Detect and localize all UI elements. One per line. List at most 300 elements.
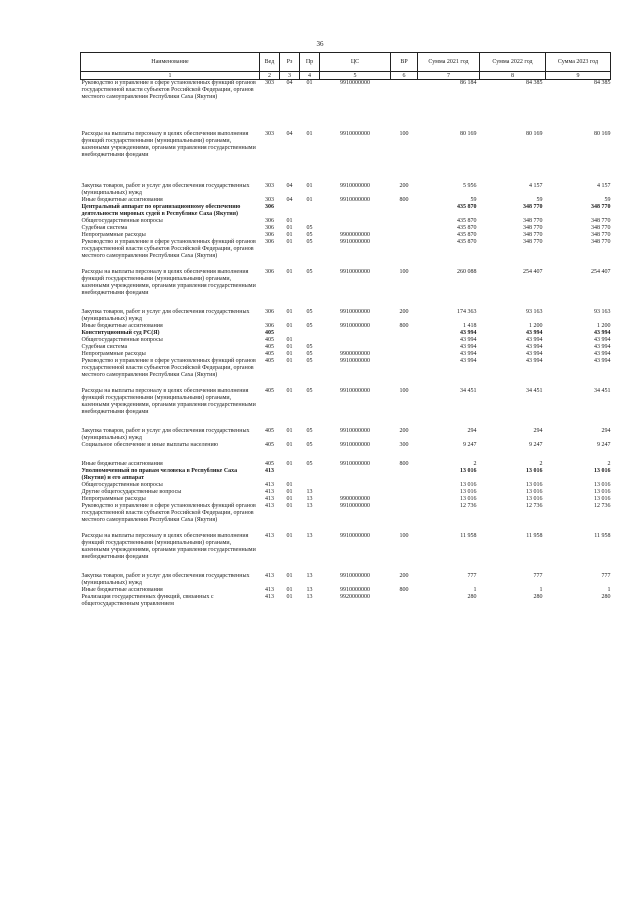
cell-pr: 01	[306, 131, 313, 137]
cell-rz: 01	[286, 337, 293, 343]
cell-rz	[280, 330, 300, 337]
cell-ved: 413	[265, 573, 274, 579]
budget-table-container	[80, 52, 610, 608]
cell-sum-2021: 43 994	[460, 351, 477, 357]
cell-sum-2023: 13 016	[594, 482, 611, 488]
cell-cs: 9910000000	[340, 239, 370, 245]
cell-sum-2021: 13 016	[460, 482, 477, 488]
table-row	[81, 489, 611, 496]
cell-ved: 306	[265, 232, 274, 238]
table-row	[81, 344, 611, 351]
header-sum-2023: Сумма 2023 год	[546, 53, 611, 72]
cell-sum-2021: 260 088	[457, 269, 477, 275]
header-sum-2021: Сумма 2021 год	[418, 53, 480, 72]
column-number: 4	[300, 72, 320, 80]
table-row	[81, 197, 611, 204]
table-row	[81, 131, 611, 183]
cell-sum-2022: 13 016	[526, 482, 543, 488]
table-row	[81, 468, 611, 482]
cell-cs: 9910000000	[340, 358, 370, 364]
cell-sum-2023: 348 770	[591, 232, 611, 238]
cell-rz: 04	[286, 131, 293, 137]
cell-cs: 9910000000	[340, 183, 370, 189]
table-row	[81, 351, 611, 358]
cell-cs: 9910000000	[340, 461, 370, 467]
cell-cs: 9910000000	[340, 80, 370, 86]
cell-sum-2023: 43 994	[594, 344, 611, 350]
cell-vr	[391, 496, 418, 503]
cell-cs: 9900000000	[340, 232, 370, 238]
cell-sum-2021: 435 870	[457, 218, 477, 224]
cell-pr: 05	[306, 344, 313, 350]
cell-pr: 05	[306, 351, 313, 357]
table-column-number-row	[81, 72, 611, 80]
cell-sum-2022: 1 200	[529, 323, 543, 329]
cell-ved: 405	[265, 351, 274, 357]
cell-rz: 01	[286, 351, 293, 357]
cell-vr: 800	[399, 587, 409, 593]
cell-name: Руководство и управление в сфере установленных функций органов государственной власти субъектов Российской Федерации, органов местного самоуправления Республики Саха (Якутия)	[81, 503, 256, 523]
cell-vr	[391, 218, 418, 225]
cell-sum-2021: 43 994	[460, 337, 477, 343]
table-row	[81, 358, 611, 388]
cell-ved: 306	[265, 269, 274, 275]
cell-pr: 05	[306, 309, 313, 315]
cell-sum-2023: 12 736	[594, 503, 611, 509]
cell-sum-2022: 43 994	[526, 330, 543, 336]
cell-sum-2021: 9 247	[463, 442, 477, 448]
cell-cs: 9910000000	[340, 587, 370, 593]
cell-cs	[320, 218, 391, 225]
cell-ved: 413	[265, 496, 274, 502]
cell-pr: 05	[306, 232, 313, 238]
cell-pr: 05	[306, 358, 313, 364]
cell-sum-2021: 5 956	[463, 183, 477, 189]
cell-sum-2023: 280	[601, 594, 611, 600]
cell-rz: 01	[286, 587, 293, 593]
cell-cs	[320, 225, 391, 232]
column-number: 5	[320, 72, 391, 80]
cell-ved: 306	[265, 309, 274, 315]
table-header-row	[81, 53, 611, 72]
cell-rz: 01	[286, 594, 293, 600]
cell-vr	[391, 594, 418, 608]
cell-pr: 13	[306, 573, 313, 579]
cell-cs: 9910000000	[340, 428, 370, 434]
column-number: 6	[391, 72, 418, 80]
cell-sum-2021: 174 363	[457, 309, 477, 315]
cell-cs	[320, 204, 391, 218]
cell-sum-2023: 84 385	[594, 80, 611, 86]
cell-sum-2022: 34 451	[526, 388, 543, 394]
table-row	[81, 218, 611, 225]
cell-name: Непрограммные расходы	[81, 351, 146, 357]
cell-sum-2021: 2	[473, 461, 477, 467]
cell-vr: 200	[399, 183, 409, 189]
cell-rz: 01	[286, 232, 293, 238]
cell-sum-2022: 1	[539, 587, 543, 593]
cell-name: Общегосударственные вопросы	[81, 482, 163, 488]
cell-sum-2023: 59	[604, 197, 611, 203]
cell-sum-2022: 348 770	[523, 239, 543, 245]
cell-sum-2022: 11 958	[526, 533, 543, 539]
cell-pr: 13	[306, 496, 313, 502]
cell-vr: 300	[399, 442, 409, 448]
cell-sum-2021: 435 870	[457, 204, 477, 210]
cell-ved: 413	[265, 587, 274, 593]
cell-name: Реализация государственных функций, связанных с общегосударственным управлением	[81, 594, 214, 607]
cell-sum-2021: 1 418	[463, 323, 477, 329]
cell-vr	[391, 204, 418, 218]
column-number: 1	[81, 72, 260, 80]
cell-ved: 413	[265, 533, 274, 539]
page-number: 36	[316, 40, 324, 48]
column-number: 8	[480, 72, 546, 80]
cell-sum-2022: 13 016	[526, 468, 543, 474]
cell-sum-2022: 43 994	[526, 337, 543, 343]
header-sum-2022: Сумма 2022 год	[480, 53, 546, 72]
cell-cs: 9910000000	[340, 309, 370, 315]
header-cs: ЦС	[320, 53, 391, 72]
cell-sum-2023: 43 994	[594, 351, 611, 357]
cell-vr: 200	[399, 573, 409, 579]
table-row	[81, 594, 611, 608]
cell-name: Общегосударственные вопросы	[81, 218, 163, 224]
cell-sum-2021: 34 451	[460, 388, 477, 394]
cell-rz	[280, 204, 300, 218]
cell-name: Руководство и управление в сфере установленных функций органов государственной власти субъектов Российской Федерации, органов местного самоуправления Республики Саха (Якутия)	[81, 80, 256, 100]
cell-vr: 800	[399, 461, 409, 467]
cell-pr: 05	[306, 225, 313, 231]
cell-rz: 01	[286, 218, 293, 224]
table-row	[81, 533, 611, 573]
cell-vr: 100	[399, 269, 409, 275]
cell-name: Судебная система	[81, 225, 128, 231]
cell-ved: 306	[265, 323, 274, 329]
table-row	[81, 496, 611, 503]
cell-cs	[320, 468, 391, 482]
cell-pr	[300, 482, 320, 489]
cell-sum-2023: 4 157	[597, 183, 611, 189]
cell-rz: 01	[286, 442, 293, 448]
cell-sum-2022: 348 770	[523, 225, 543, 231]
cell-name: Непрограммные расходы	[81, 232, 146, 238]
cell-sum-2022: 4 157	[529, 183, 543, 189]
cell-name: Расходы на выплаты персоналу в целях обеспечения выполнения функций государственными (муниципальными) органами, казенными учреждениями, органами управления государственными внебюджетными фондами	[81, 533, 256, 560]
cell-sum-2023: 348 770	[591, 218, 611, 224]
cell-rz	[280, 468, 300, 482]
cell-ved: 303	[265, 197, 274, 203]
cell-cs	[320, 489, 391, 496]
cell-cs: 9900000000	[340, 496, 370, 502]
cell-sum-2022: 294	[533, 428, 543, 434]
cell-sum-2021: 43 994	[460, 344, 477, 350]
cell-vr	[391, 503, 418, 533]
cell-sum-2021: 280	[467, 594, 477, 600]
header-pr: Пр	[300, 53, 320, 72]
cell-cs	[320, 344, 391, 351]
cell-sum-2022: 84 385	[526, 80, 543, 86]
cell-vr: 800	[399, 197, 409, 203]
cell-vr: 800	[399, 323, 409, 329]
cell-name: Непрограммные расходы	[81, 496, 146, 502]
cell-sum-2023: 2	[607, 461, 611, 467]
cell-sum-2022: 254 407	[523, 269, 543, 275]
cell-sum-2021: 12 736	[460, 503, 477, 509]
cell-sum-2021: 43 994	[460, 330, 477, 336]
cell-name: Судебная система	[81, 344, 128, 350]
cell-name: Конституционный суд РС(Я)	[81, 330, 160, 336]
table-row	[81, 388, 611, 428]
cell-sum-2021: 435 870	[457, 239, 477, 245]
table-body	[81, 80, 611, 609]
cell-vr: 100	[399, 388, 409, 394]
cell-vr	[391, 337, 418, 344]
cell-cs: 9910000000	[340, 269, 370, 275]
cell-rz: 01	[286, 428, 293, 434]
cell-pr: 01	[306, 183, 313, 189]
cell-sum-2023: 93 163	[594, 309, 611, 315]
cell-sum-2021: 294	[467, 428, 477, 434]
table-row	[81, 239, 611, 269]
cell-sum-2021: 1	[473, 587, 477, 593]
table-row	[81, 225, 611, 232]
cell-ved: 413	[265, 594, 274, 600]
cell-sum-2021: 435 870	[457, 225, 477, 231]
cell-cs: 9900000000	[340, 351, 370, 357]
cell-ved: 405	[265, 388, 274, 394]
cell-vr	[391, 468, 418, 482]
cell-name: Руководство и управление в сфере установленных функций органов государственной власти субъектов Российской Федерации, органов местного самоуправления Республики Саха (Якутия)	[81, 239, 256, 259]
table-row	[81, 204, 611, 218]
cell-sum-2022: 9 247	[529, 442, 543, 448]
cell-cs: 9910000000	[340, 388, 370, 394]
cell-ved: 413	[265, 468, 274, 474]
cell-pr: 13	[306, 533, 313, 539]
cell-vr: 200	[399, 309, 409, 315]
table-row	[81, 232, 611, 239]
cell-name: Иные бюджетные ассигнования	[81, 197, 163, 203]
header-vr: ВР	[391, 53, 418, 72]
cell-rz: 01	[286, 533, 293, 539]
cell-ved: 303	[265, 80, 274, 86]
cell-sum-2023: 13 016	[594, 489, 611, 495]
table-row	[81, 337, 611, 344]
cell-vr	[391, 80, 418, 132]
cell-vr	[391, 344, 418, 351]
cell-vr	[391, 358, 418, 388]
cell-sum-2022: 348 770	[523, 232, 543, 238]
cell-sum-2022: 348 770	[523, 218, 543, 224]
cell-rz: 01	[286, 461, 293, 467]
cell-vr	[391, 330, 418, 337]
cell-sum-2023: 80 169	[594, 131, 611, 137]
header-ved: Вед	[260, 53, 280, 72]
cell-sum-2021: 11 958	[460, 533, 477, 539]
cell-sum-2023: 348 770	[591, 225, 611, 231]
header-rz: Рз	[280, 53, 300, 72]
cell-cs: 9910000000	[340, 533, 370, 539]
cell-name: Социальное обеспечение и иные выплаты населению	[81, 442, 219, 448]
cell-name: Иные бюджетные ассигнования	[81, 461, 163, 467]
cell-sum-2023: 294	[601, 428, 611, 434]
cell-sum-2022: 2	[539, 461, 543, 467]
cell-pr: 13	[306, 489, 313, 495]
cell-sum-2022: 777	[533, 573, 543, 579]
cell-ved: 306	[265, 239, 274, 245]
cell-ved: 405	[265, 337, 274, 343]
cell-pr: 13	[306, 594, 313, 600]
cell-rz: 01	[286, 269, 293, 275]
cell-pr: 01	[306, 197, 313, 203]
cell-pr	[300, 204, 320, 218]
cell-vr	[391, 351, 418, 358]
cell-sum-2021: 435 870	[457, 232, 477, 238]
cell-sum-2022: 280	[533, 594, 543, 600]
cell-ved: 405	[265, 344, 274, 350]
cell-cs: 9910000000	[340, 323, 370, 329]
table-row	[81, 269, 611, 309]
cell-name: Другие общегосударственные вопросы	[81, 489, 182, 495]
table-row	[81, 323, 611, 330]
column-number: 9	[546, 72, 611, 80]
cell-rz: 01	[286, 344, 293, 350]
cell-sum-2022: 348 770	[523, 204, 543, 210]
cell-sum-2023: 43 994	[594, 358, 611, 364]
column-number: 7	[418, 72, 480, 80]
cell-sum-2021: 86 184	[460, 80, 477, 86]
cell-ved: 413	[265, 503, 274, 509]
cell-cs	[320, 337, 391, 344]
cell-vr: 100	[399, 131, 409, 137]
cell-name: Закупка товаров, работ и услуг для обеспечения государственных (муниципальных) нужд	[81, 573, 250, 586]
cell-rz: 01	[286, 239, 293, 245]
cell-sum-2023: 11 958	[594, 533, 611, 539]
cell-sum-2021: 80 169	[460, 131, 477, 137]
cell-sum-2021: 13 016	[460, 489, 477, 495]
cell-pr: 05	[306, 442, 313, 448]
cell-name: Центральный аппарат по организационному обеспечению деятельности мировых судей в Республике Саха (Якутия)	[81, 204, 241, 217]
cell-sum-2022: 12 736	[526, 503, 543, 509]
cell-rz: 04	[286, 183, 293, 189]
cell-pr: 05	[306, 461, 313, 467]
header-name: Наименование	[81, 53, 260, 72]
table-row	[81, 503, 611, 533]
cell-pr: 05	[306, 269, 313, 275]
cell-sum-2021: 777	[467, 573, 477, 579]
cell-sum-2023: 9 247	[597, 442, 611, 448]
cell-rz: 01	[286, 489, 293, 495]
cell-sum-2022: 93 163	[526, 309, 543, 315]
cell-name: Закупка товаров, работ и услуг для обеспечения государственных (муниципальных) нужд	[81, 428, 250, 441]
cell-pr: 01	[306, 80, 313, 86]
column-number: 3	[280, 72, 300, 80]
cell-name: Закупка товаров, работ и услуг для обеспечения государственных (муниципальных) нужд	[81, 309, 250, 322]
table-row	[81, 183, 611, 197]
cell-ved: 405	[265, 330, 274, 336]
cell-name: Закупка товаров, работ и услуг для обеспечения государственных (муниципальных) нужд	[81, 183, 250, 196]
cell-name: Уполномоченный по правам человека в Республике Саха (Якутия) и его аппарат	[81, 468, 238, 481]
cell-sum-2023: 348 770	[591, 204, 611, 210]
cell-vr	[391, 482, 418, 489]
cell-vr: 200	[399, 428, 409, 434]
cell-cs: 9910000000	[340, 503, 370, 509]
cell-ved: 405	[265, 461, 274, 467]
table-row	[81, 442, 611, 461]
cell-rz: 01	[286, 358, 293, 364]
cell-sum-2022: 43 994	[526, 351, 543, 357]
cell-sum-2022: 43 994	[526, 358, 543, 364]
cell-rz: 01	[286, 496, 293, 502]
cell-sum-2023: 13 016	[594, 468, 611, 474]
cell-cs: 9910000000	[340, 197, 370, 203]
cell-pr: 05	[306, 323, 313, 329]
cell-pr: 13	[306, 587, 313, 593]
cell-rz: 01	[286, 225, 293, 231]
cell-ved: 413	[265, 482, 274, 488]
cell-rz: 01	[286, 482, 293, 488]
cell-pr: 05	[306, 428, 313, 434]
budget-table	[80, 52, 611, 608]
cell-pr: 05	[306, 239, 313, 245]
cell-pr: 05	[306, 388, 313, 394]
cell-sum-2023: 348 770	[591, 239, 611, 245]
cell-rz: 04	[286, 80, 293, 86]
cell-sum-2023: 13 016	[594, 496, 611, 502]
cell-sum-2022: 13 016	[526, 496, 543, 502]
cell-rz: 01	[286, 323, 293, 329]
table-row	[81, 573, 611, 587]
column-number: 2	[260, 72, 280, 80]
cell-pr	[300, 218, 320, 225]
cell-vr	[391, 239, 418, 269]
cell-rz: 04	[286, 197, 293, 203]
table-row	[81, 330, 611, 337]
cell-ved: 306	[265, 204, 274, 210]
cell-ved: 405	[265, 442, 274, 448]
cell-cs: 9910000000	[340, 131, 370, 137]
cell-sum-2023: 34 451	[594, 388, 611, 394]
cell-sum-2023: 1 200	[597, 323, 611, 329]
cell-pr	[300, 468, 320, 482]
table-row	[81, 461, 611, 468]
cell-vr	[391, 489, 418, 496]
cell-name: Общегосударственные вопросы	[81, 337, 163, 343]
cell-name: Расходы на выплаты персоналу в целях обеспечения выполнения функций государственными (муниципальными) органами, казенными учреждениями, органами управления государственными внебюджетными фондами	[81, 269, 256, 296]
cell-sum-2021: 13 016	[460, 468, 477, 474]
table-row	[81, 80, 611, 132]
cell-sum-2023: 777	[601, 573, 611, 579]
cell-ved: 306	[265, 218, 274, 224]
table-row	[81, 309, 611, 323]
cell-sum-2023: 43 994	[594, 330, 611, 336]
cell-pr	[300, 330, 320, 337]
cell-sum-2022: 43 994	[526, 344, 543, 350]
cell-vr: 100	[399, 533, 409, 539]
cell-ved: 306	[265, 225, 274, 231]
cell-rz: 01	[286, 309, 293, 315]
cell-name: Расходы на выплаты персоналу в целях обеспечения выполнения функций государственными (муниципальными) органами, казенными учреждениями, органами управления государственными внебюджетными фондами	[81, 131, 256, 158]
cell-vr	[391, 232, 418, 239]
table-row	[81, 587, 611, 594]
cell-cs: 9910000000	[340, 442, 370, 448]
cell-rz: 01	[286, 573, 293, 579]
cell-name: Руководство и управление в сфере установленных функций органов государственной власти субъектов Российской Федерации, органов местного самоуправления Республики Саха (Якутия)	[81, 358, 256, 378]
cell-sum-2021: 59	[470, 197, 477, 203]
cell-cs: 9910000000	[340, 573, 370, 579]
cell-name: Иные бюджетные ассигнования	[81, 323, 163, 329]
cell-rz: 01	[286, 388, 293, 394]
